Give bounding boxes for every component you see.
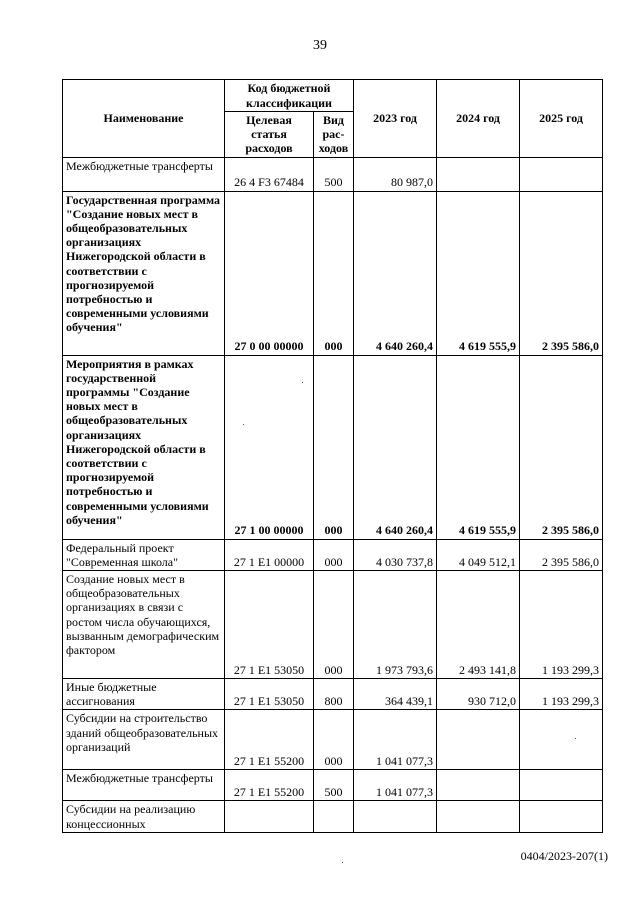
scan-speck xyxy=(243,424,244,425)
cell-expense-kind: 000 xyxy=(314,355,354,539)
cell-name: Мероприятия в рамках государственной программы "Создание новых мест в общеобразовательных организациях Нижегородской области в соответствии с прогнозируемой потребностью и современными условиями обучения" xyxy=(63,355,225,539)
cell-target-article: 27 1 E1 00000 xyxy=(225,539,314,570)
table-row xyxy=(63,770,603,801)
cell-2023: 364 439,1 xyxy=(354,679,437,710)
cell-expense-kind: 000 xyxy=(314,710,354,770)
cell-expense-kind: 800 xyxy=(314,679,354,710)
table-row xyxy=(63,679,603,710)
cell-2024 xyxy=(437,157,520,191)
table-body xyxy=(63,157,603,833)
cell-target-article: 27 1 E1 55200 xyxy=(225,710,314,770)
cell-expense-kind: 000 xyxy=(314,191,354,355)
cell-2024: 930 712,0 xyxy=(437,679,520,710)
cell-target-article xyxy=(225,801,314,833)
cell-2023: 4 640 260,4 xyxy=(354,191,437,355)
cell-name: Государственная программа "Создание новых мест в общеобразовательных организациях Нижегородской области в соответствии с прогнозируемой потребностью и современными условиями обучения" xyxy=(63,191,225,355)
header-2023: 2023 год xyxy=(354,80,437,158)
cell-expense-kind: 000 xyxy=(314,539,354,570)
cell-2025: 2 395 586,0 xyxy=(520,355,603,539)
cell-2023: 4 030 737,8 xyxy=(354,539,437,570)
cell-2025 xyxy=(520,770,603,801)
cell-target-article: 27 1 E1 53050 xyxy=(225,679,314,710)
table-row xyxy=(63,801,603,833)
cell-target-article: 27 1 E1 53050 xyxy=(225,571,314,679)
scan-speck xyxy=(342,862,343,863)
cell-name: Иные бюджетные ассигнования xyxy=(63,679,225,710)
header-2024: 2024 год xyxy=(437,80,520,158)
cell-2023 xyxy=(354,801,437,833)
cell-2025: 1 193 299,3 xyxy=(520,571,603,679)
cell-expense-kind: 500 xyxy=(314,770,354,801)
cell-name: Федеральный проект "Современная школа" xyxy=(63,539,225,570)
cell-2024: 4 619 555,9 xyxy=(437,191,520,355)
cell-2024 xyxy=(437,710,520,770)
cell-2025: 1 193 299,3 xyxy=(520,679,603,710)
cell-2023: 4 640 260,4 xyxy=(354,355,437,539)
cell-expense-kind xyxy=(314,801,354,833)
cell-2024 xyxy=(437,801,520,833)
cell-expense-kind: 500 xyxy=(314,157,354,191)
cell-name: Субсидии на строительство зданий общеобразовательных организаций xyxy=(63,710,225,770)
cell-2024: 4 619 555,9 xyxy=(437,355,520,539)
cell-2025 xyxy=(520,157,603,191)
cell-2023: 80 987,0 xyxy=(354,157,437,191)
document-code: 0404/2023-207(1) xyxy=(520,849,608,863)
table-row xyxy=(63,157,603,191)
scan-speck xyxy=(302,382,303,383)
cell-2025 xyxy=(520,801,603,833)
header-expense-kind: Вид рас-ходов xyxy=(314,112,354,158)
table-row xyxy=(63,191,603,355)
cell-2024: 2 493 141,8 xyxy=(437,571,520,679)
table-row xyxy=(63,355,603,539)
cell-2023: 1 973 793,6 xyxy=(354,571,437,679)
table-row xyxy=(63,710,603,770)
cell-name: Межбюджетные трансферты xyxy=(63,157,225,191)
scan-speck xyxy=(575,738,576,739)
cell-name: Создание новых мест в общеобразовательных организациях в связи с ростом числа обучающихся, вызванным демографическим фактором xyxy=(63,571,225,679)
header-2025: 2025 год xyxy=(520,80,603,158)
cell-name: Межбюджетные трансферты xyxy=(63,770,225,801)
cell-2025: 2 395 586,0 xyxy=(520,191,603,355)
table-row xyxy=(63,571,603,679)
table-row xyxy=(63,539,603,570)
cell-2024 xyxy=(437,770,520,801)
cell-target-article: 27 1 00 00000 xyxy=(225,355,314,539)
budget-table xyxy=(62,79,603,833)
header-target-article: Целевая статья расходов xyxy=(225,112,314,158)
cell-2025 xyxy=(520,710,603,770)
cell-target-article: 26 4 F3 67484 xyxy=(225,157,314,191)
cell-target-article: 27 1 E1 55200 xyxy=(225,770,314,801)
cell-name: Субсидии на реализацию концессионных xyxy=(63,801,225,833)
cell-target-article: 27 0 00 00000 xyxy=(225,191,314,355)
cell-2023: 1 041 077,3 xyxy=(354,710,437,770)
header-code-group: Код бюджетной классификации xyxy=(225,80,354,112)
cell-2023: 1 041 077,3 xyxy=(354,770,437,801)
header-name: Наименование xyxy=(63,80,225,158)
cell-2025: 2 395 586,0 xyxy=(520,539,603,570)
page-number: 39 xyxy=(313,38,327,53)
cell-expense-kind: 000 xyxy=(314,571,354,679)
cell-2024: 4 049 512,1 xyxy=(437,539,520,570)
